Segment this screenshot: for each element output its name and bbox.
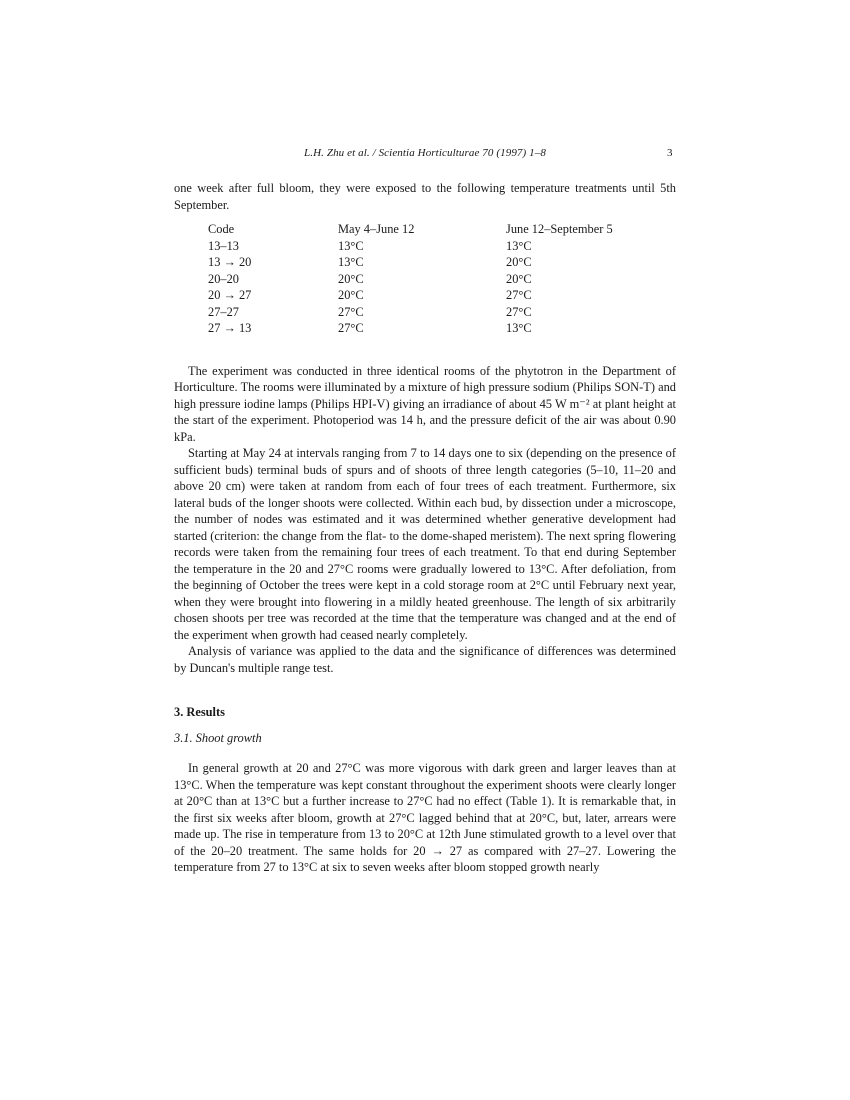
methods-paragraph-sampling: Starting at May 24 at intervals ranging from 7 to 14 days one to six (depending on the presence of sufficient buds) terminal buds of spurs and of shoots of three length categories (5–10, 11–20 and above 20 cm) were taken at random from each of four trees of each treatment. Furthermore, six lateral buds of the longer shoots were collected. Within each bud, by dissection under a microscope, the number of nodes was estimated and it was determined whether generative development had started (criterion: the change from the flat- to the dome-shaped meristem). The next spring flowering records were taken from the remaining four trees of each treatment. To that end during September the temperature in the 20 and 27°C rooms were gradually lowered to 13°C. After defoliation, from the beginning of October the trees were kept in a cold storage room at 2°C until February next year, when they were brought into flowering in a mildly heated greenhouse. The length of six arbitrarily chosen shoots per tree was recorded at the time that the temperature was changed and at the end of the experiment when growth had ceased nearly completely. [174, 446, 676, 642]
methods-paragraph-statistics: Analysis of variance was applied to the data and the significance of differences was determined by Duncan's multiple range test. [174, 644, 676, 675]
table-cell: 27°C [506, 288, 532, 302]
intro-paragraph: one week after full bloom, they were exposed to the following temperature treatments until 5th September. [174, 181, 676, 212]
section-heading-results: 3. Results [174, 705, 225, 719]
table-row [208, 271, 656, 288]
table-cell: 27°C [338, 304, 364, 319]
table-cell: 20°C [338, 288, 364, 302]
table-row [208, 304, 656, 321]
table-cell: 20°C [338, 271, 364, 286]
table-cell: 20°C [506, 255, 532, 269]
page-body [174, 180, 676, 876]
treatment-table [208, 221, 656, 337]
table-cell: 13°C [506, 321, 532, 335]
running-head-citation: L.H. Zhu et al. / Scientia Horticulturae 70 (1997) 1–8 [304, 147, 546, 159]
table-row [208, 320, 656, 337]
table-cell: 20 → 27 [208, 288, 252, 302]
methods-paragraph-phytotron: The experiment was conducted in three identical rooms of the phytotron in the Department of Horticulture. The rooms were illuminated by a mixture of high pressure sodium (Philips SON-T) and high pressure iodine lamps (Philips HPI-V) giving an irradiance of about 45 W m⁻² at plant height at the start of the experiment. Photoperiod was 14 h, and the pressure deficit of the air was about 0.90 kPa. [174, 363, 676, 444]
running-header [0, 147, 850, 165]
table-cell: 13°C [338, 238, 364, 253]
column-header-period-1: May 4–June 12 [338, 222, 415, 236]
table-cell: 13°C [506, 238, 532, 253]
page-number: 3 [667, 147, 673, 159]
table-row [208, 287, 656, 304]
table-row [208, 238, 656, 255]
table-cell: 13 → 20 [208, 255, 252, 269]
table-row [208, 254, 656, 271]
table-cell: 13°C [338, 255, 364, 269]
table-cell: 27 → 13 [208, 321, 252, 335]
table-cell: 27–27 [208, 304, 239, 319]
column-header-period-2: June 12–September 5 [506, 222, 613, 236]
table-cell: 20°C [506, 271, 532, 286]
column-header-code: Code [208, 222, 235, 236]
subsection-heading-shoot-growth: 3.1. Shoot growth [174, 730, 262, 745]
results-paragraph: In general growth at 20 and 27°C was more vigorous with dark green and larger leaves than at 13°C. When the temperature was kept constant throughout the experiment shoots were clearly longer at 20°C than at 13°C but a further increase to 27°C had no effect (Table 1). It is remarkable that, in the first six weeks after bloom, growth at 27°C lagged behind that at 20°C, but, later, arrears were made up. The rise in temperature from 13 to 20°C at 12th June stimulated growth to a level over that of the 20–20 treatment. The same holds for 20 → 27 as compared with 27–27. Lowering the temperature from 27 to 13°C at six to seven weeks after bloom stopped growth nearly [174, 761, 676, 874]
table-cell: 27°C [338, 321, 364, 335]
table-cell: 13–13 [208, 238, 239, 253]
table-cell: 27°C [506, 304, 532, 319]
table-header-row [208, 221, 656, 238]
table-cell: 20–20 [208, 271, 239, 286]
